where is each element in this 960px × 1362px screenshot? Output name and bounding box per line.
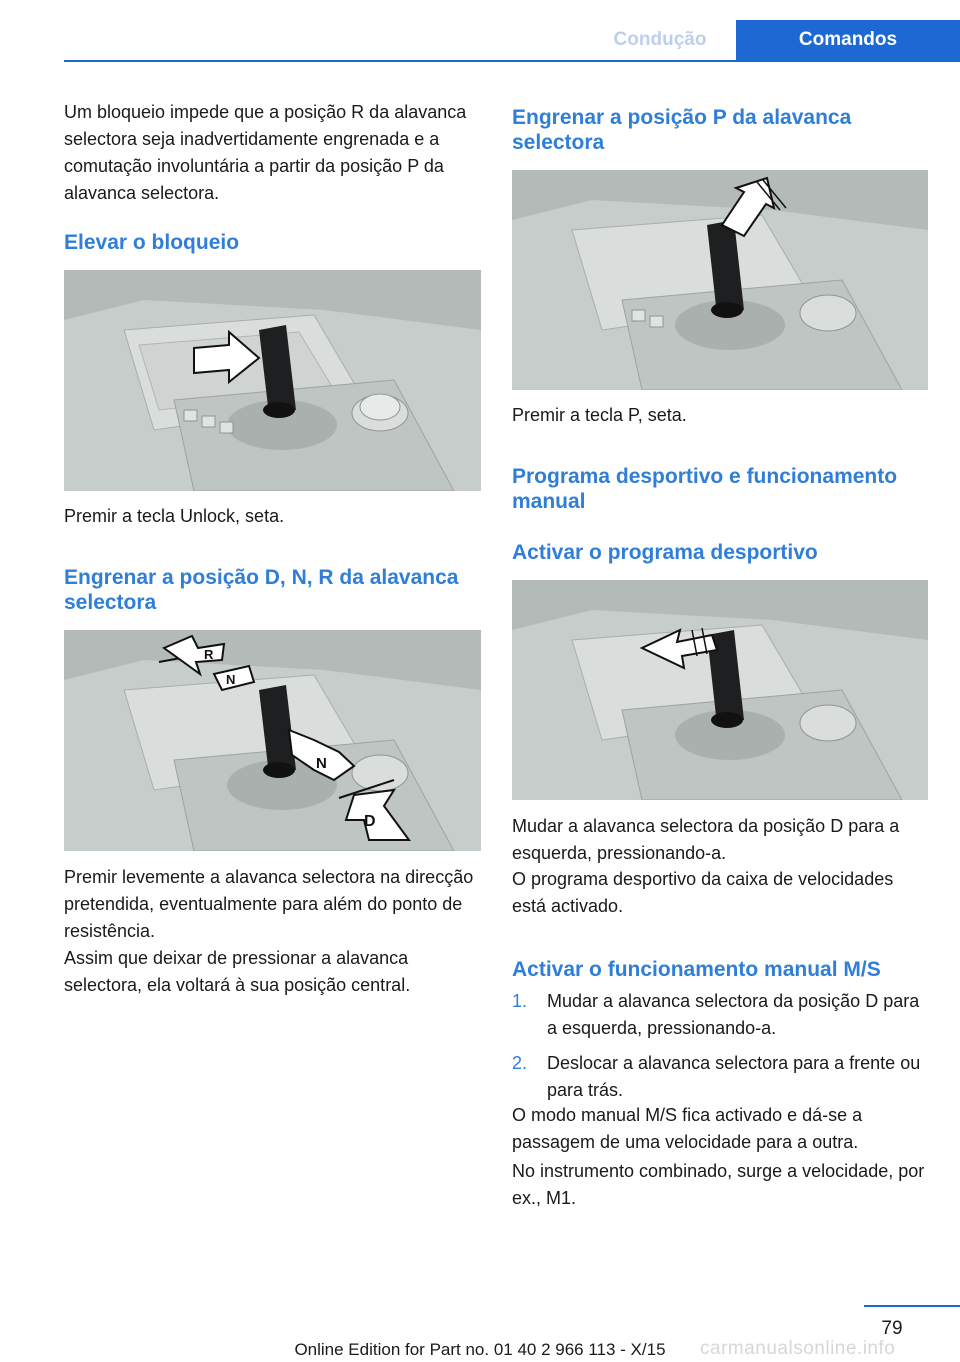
heading-p-position: Engrenar a posição P da alavanca selectora (512, 106, 852, 154)
intro-paragraph: Um bloqueio impede que a posição R da alavanca selectora seja inadvertidamente engrenada e a comutação involuntária a partir da posição P da alavanca selectora. (64, 102, 467, 203)
steps-list (512, 988, 930, 1112)
heading-manual: Activar o funcionamento manual M/S (512, 958, 881, 981)
list-item (512, 1050, 930, 1104)
section-tab[interactable]: Condução (613, 29, 707, 50)
heading-dnr: Engrenar a posição D, N, R da alavanca selectora (64, 566, 459, 614)
heading-sport-manual: Programa desportivo e funcionamento manual (512, 465, 898, 513)
edition-note: Online Edition for Part no. 01 40 2 966 113 - X/15 (294, 1340, 666, 1359)
step-number: 1. (512, 991, 528, 1011)
figure-p-position (512, 170, 928, 390)
paragraph-manual-2: No instrumento combinado, surge a velocidade, por ex., M1. (512, 1161, 925, 1208)
caption-unlock: Premir a tecla Unlock, seta. (64, 506, 285, 526)
figure-label-d: D (364, 813, 376, 830)
watermark: carmanualsonline.info (700, 1338, 896, 1359)
list-item (512, 988, 930, 1042)
chapter-tab[interactable]: Comandos (736, 20, 960, 60)
page-number: 79 (881, 1318, 903, 1339)
heading-sport-activate: Activar o programa desportivo (512, 541, 818, 564)
heading-unlock: Elevar o bloqueio (64, 231, 240, 254)
figure-unlock (64, 270, 481, 491)
step-number: 2. (512, 1053, 528, 1073)
footer-rule (864, 1305, 960, 1307)
figure-label-r: R (204, 647, 214, 662)
caption-p-position: Premir a tecla P, seta. (512, 405, 687, 425)
paragraph-dnr-1: Premir levemente a alavanca selectora na direcção pretendida, eventualmente para além do ponto de resistência. (64, 867, 474, 941)
paragraph-sport-1: Mudar a alavanca selectora da posição D para a esquerda, pressionando-a. (512, 816, 900, 863)
figure-dnr (64, 630, 481, 851)
header-rule (64, 60, 960, 62)
page-header (0, 0, 960, 62)
paragraph-sport-2: O programa desportivo da caixa de velocidades está activado. (512, 869, 894, 916)
paragraph-manual-1: O modo manual M/S fica activado e dá-se a passagem de uma velocidade para a outra. (512, 1105, 863, 1152)
step-text: Mudar a alavanca selectora da posição D para a esquerda, pressionando-a. (547, 991, 920, 1038)
figure-label-n-bottom: N (316, 755, 327, 772)
paragraph-dnr-2: Assim que deixar de pressionar a alavanca selectora, ela voltará à sua posição central. (64, 948, 411, 995)
step-text: Deslocar a alavanca selectora para a frente ou para trás. (547, 1053, 921, 1100)
figure-sport (512, 580, 928, 800)
figure-label-n-top: N (226, 672, 236, 687)
